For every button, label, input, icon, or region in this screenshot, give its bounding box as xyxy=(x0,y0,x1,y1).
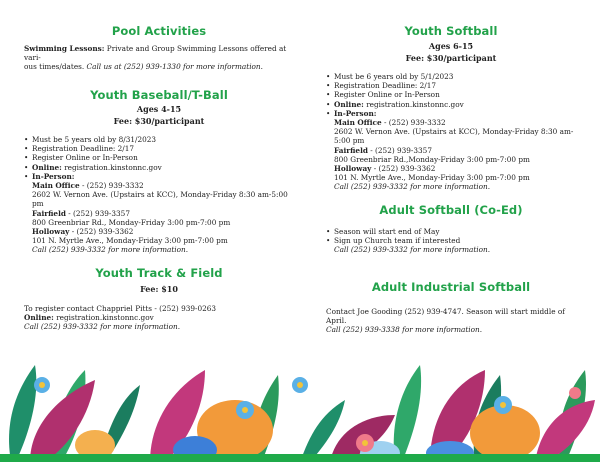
call-info: Call (252) 939-3332 for more information. xyxy=(334,245,491,255)
info-list xyxy=(326,72,576,192)
list-item: • Sign up Church team if interested xyxy=(326,236,461,246)
list-item: • Season will start end of May xyxy=(326,227,440,236)
industrial-softball-section xyxy=(326,280,576,335)
location-holloway-address: 101 N. Myrtle Ave., Monday-Friday 3:00 pm-7:00 pm xyxy=(334,173,530,183)
leaf-icon xyxy=(9,365,36,457)
track-contact: To register contact Chappriel Pitts - (252) 939-0263 xyxy=(24,304,217,313)
industrial-contact: Contact Joe Gooding (252) 939-4747. Season will start middle of April. xyxy=(326,307,565,326)
call-info: Call (252) 939-3332 for more information. xyxy=(32,245,189,255)
location-fairfield-address: 800 Greenbriar Rd.,Monday-Friday 3:00 pm-7:00 pm xyxy=(334,154,530,164)
list-item: • Online: registration.kinstonnc.gov xyxy=(326,99,464,109)
ages-label: Ages 6-15 xyxy=(428,41,474,51)
location-main-address: 2602 W. Vernon Ave. (Upstairs at KCC), Monday-Friday 8:30 am-5:00 pm xyxy=(334,127,574,146)
footer-bar xyxy=(0,454,600,462)
location-main-address: 2602 W. Vernon Ave. (Upstairs at KCC), Monday-Friday 8:30 am-5:00 pm xyxy=(32,190,288,209)
fee-label: Fee: $30/participant xyxy=(405,53,497,63)
list-item: • Registration Deadline: 2/17 xyxy=(24,144,135,154)
list-item: • Registration Deadline: 2/17 xyxy=(326,81,437,91)
list-item: • In-Person: xyxy=(326,108,377,118)
list-item: • In-Person: xyxy=(24,171,75,181)
leaf-icon xyxy=(394,365,421,462)
location-fairfield: Fairfield - (252) 939-3357 xyxy=(334,145,432,155)
location-holloway-address: 101 N. Myrtle Ave., Monday-Friday 3:00 pm-7:00 pm xyxy=(32,236,228,246)
call-info: Call (252) 939-3338 for more information. xyxy=(326,325,483,335)
section-title: Youth Baseball/T-Ball xyxy=(90,88,228,102)
track-online: Online: registration.kinstonnc.gov xyxy=(24,313,154,323)
list-item: • Register Online or In-Person xyxy=(326,90,440,100)
location-main: Main Office - (252) 939-3332 xyxy=(32,181,144,191)
location-holloway: Holloway - (252) 939-3362 xyxy=(32,227,134,237)
list-item: • Online: registration.kinstonnc.gov xyxy=(24,162,162,172)
list-item: • Must be 5 years old by 8/31/2023 xyxy=(24,135,157,144)
pool-activities-section xyxy=(24,24,294,72)
location-holloway: Holloway - (252) 939-3362 xyxy=(334,164,436,174)
youth-softball-section xyxy=(326,24,576,192)
list-item: • Register Online or In-Person xyxy=(24,153,138,163)
adult-softball-section xyxy=(326,203,576,255)
section-title: Youth Track & Field xyxy=(95,266,223,280)
section-title: Pool Activities xyxy=(111,24,207,38)
location-fairfield: Fairfield - (252) 939-3357 xyxy=(32,208,130,218)
youth-track-section xyxy=(24,266,294,332)
call-info: Call (252) 939-3332 for more information. xyxy=(24,322,181,332)
list-item: • Must be 6 years old by 5/1/2023 xyxy=(326,72,454,81)
youth-baseball-section xyxy=(24,88,294,255)
call-info: Call (252) 939-3332 for more information. xyxy=(334,182,491,192)
info-list xyxy=(24,135,294,255)
section-title: Youth Softball xyxy=(404,24,498,38)
fee-label: Fee: $30/participant xyxy=(113,116,205,126)
info-list xyxy=(326,227,576,255)
flower-icon xyxy=(569,387,581,399)
ages-label: Ages 4-15 xyxy=(136,104,182,114)
section-title: Adult Softball (Co-Ed) xyxy=(379,203,523,217)
location-main: Main Office - (252) 939-3332 xyxy=(334,118,446,128)
fee-label: Fee: $10 xyxy=(140,284,178,294)
floral-border xyxy=(0,345,600,462)
pool-description: Swimming Lessons: Private and Group Swimming Lessons offered at vari- ous times/dates. Call us at (252) 939-1330 for more information. xyxy=(24,44,287,72)
section-title: Adult Industrial Softball xyxy=(371,280,531,294)
location-fairfield-address: 800 Greenbriar Rd., Monday-Friday 3:00 pm-7:00 pm xyxy=(32,217,231,227)
